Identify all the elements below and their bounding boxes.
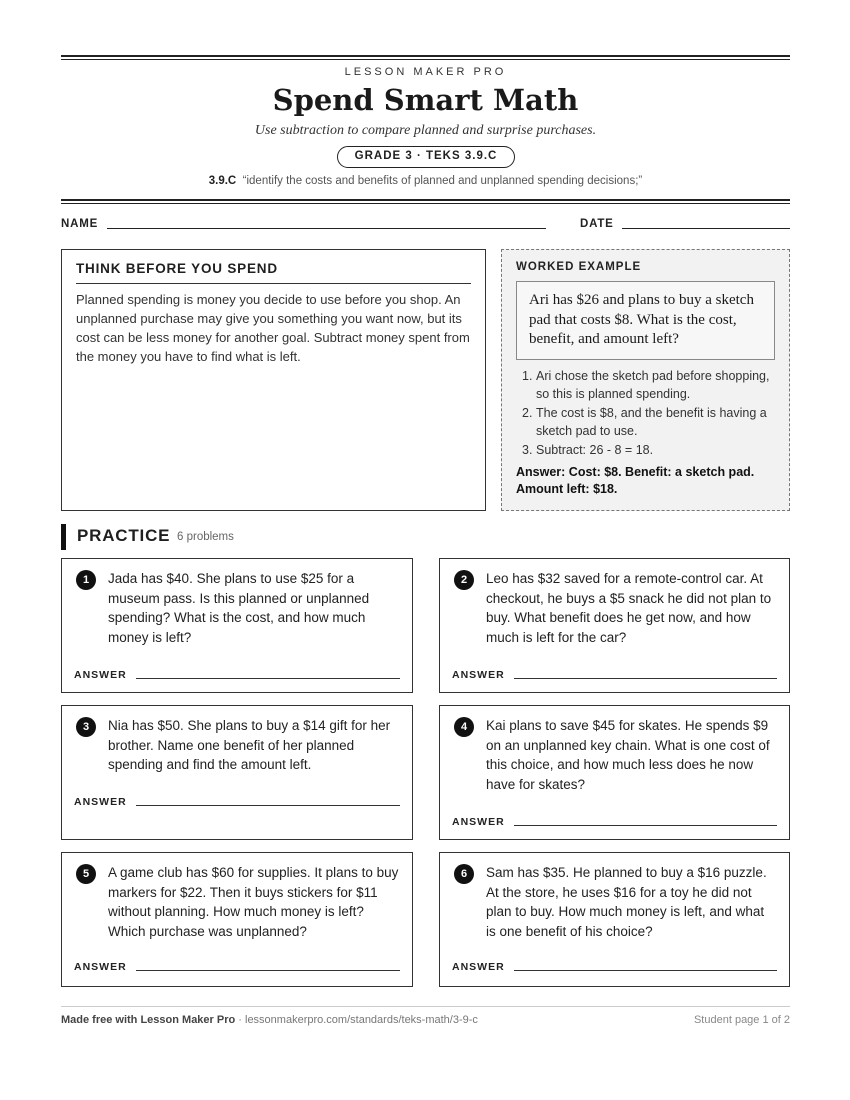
problem-text: Jada has $40. She plans to use $25 for a museum pass. Is this planned or unplanned spending? What is the cost, and how much money is left? (108, 571, 370, 645)
answer-field[interactable] (514, 678, 777, 679)
practice-problem-card (61, 705, 413, 840)
step-text: Ari chose the sketch pad before shopping, so this is planned spending. (536, 368, 770, 401)
problem-text: Leo has $32 saved for a remote-control car. At checkout, he buys a $5 snack he did not plan to buy. What benefit does he get now, and how much is left for the car? (486, 571, 772, 645)
answer-label: ANSWER (74, 796, 127, 808)
problem-text: Sam has $35. He planned to buy a $16 puzzle. At the store, he uses $16 for a toy he did not plan to buy. How much money is left, and what is one benefit of his choice? (486, 865, 767, 939)
name-field[interactable] (107, 228, 546, 229)
think-box-title: THINK BEFORE YOU SPEND (76, 261, 471, 284)
worked-example-box (501, 249, 790, 511)
standard-code: 3.9.C (208, 175, 237, 187)
think-box-body: Planned spending is money you decide to use before you shop. An unplanned purchase may give you something you want now, but its cost can be less money for another goal. Subtract money spent from the money you have to find what is left. (76, 292, 470, 364)
problem-number-badge: 6 (454, 864, 474, 884)
answer-label: ANSWER (452, 961, 505, 973)
answer-label: ANSWER (452, 669, 505, 681)
header-top-rule (61, 55, 790, 60)
problem-text: Kai plans to save $45 for skates. He spends $9 on an unplanned key chain. What is one cost of this choice, and how much less does he now have for skates? (486, 718, 770, 792)
worked-example-title: WORKED EXAMPLE (516, 261, 642, 273)
problem-text: A game club has $60 for supplies. It plans to buy markers for $22. Then it buys stickers for $11 without planning. How much money is left? Which purchase was unplanned? (108, 865, 399, 939)
name-label: NAME (61, 218, 99, 230)
problem-number-badge: 5 (76, 864, 96, 884)
answer-field[interactable] (136, 805, 400, 806)
footer-made-with: Made free with Lesson Maker Pro (61, 1014, 236, 1026)
worked-example-step (516, 441, 775, 460)
worked-example-answer: Answer: Cost: $8. Benefit: a sketch pad. Amount left: $18. (516, 465, 755, 496)
practice-heading: PRACTICE (77, 526, 171, 545)
practice-problem-card (61, 558, 413, 693)
page-title: Spend Smart Math (272, 83, 579, 117)
footer-page-number: Student page 1 of 2 (693, 1014, 790, 1026)
worked-example-step (516, 404, 775, 441)
worked-example-question: Ari has $26 and plans to buy a sketch pad that costs $8. What is the cost, benefit, and amount left? (516, 281, 775, 360)
problem-number-badge: 3 (76, 717, 96, 737)
practice-problem-card (439, 705, 790, 840)
answer-field[interactable] (136, 970, 400, 971)
grade-badge: GRADE 3 · TEKS 3.9.C (337, 146, 515, 168)
date-label: DATE (580, 218, 614, 230)
answer-field[interactable] (514, 970, 777, 971)
problem-number-badge: 2 (454, 570, 474, 590)
practice-problem-card (61, 852, 413, 987)
practice-problem-card (439, 558, 790, 693)
worksheet-page (61, 0, 790, 1100)
answer-label: ANSWER (74, 961, 127, 973)
worked-example-step (516, 367, 775, 404)
standard-text: “identify the costs and benefits of planned and unplanned spending decisions;” (242, 175, 643, 187)
answer-label: ANSWER (452, 816, 505, 828)
practice-count: 6 problems (177, 531, 234, 543)
practice-problem-card (439, 852, 790, 987)
footer-credit (61, 1014, 478, 1026)
header-bottom-rule (61, 199, 790, 204)
problem-number-badge: 4 (454, 717, 474, 737)
step-number: 3. (522, 442, 533, 457)
date-field[interactable] (622, 228, 790, 229)
step-number: 1. (522, 368, 533, 383)
problem-text: Nia has $50. She plans to buy a $14 gift for her brother. Name one benefit of her planned spending and find the amount left. (108, 718, 391, 772)
footer-rule (61, 1006, 790, 1007)
brand-name: LESSON MAKER PRO (344, 66, 507, 78)
page-subtitle: Use subtraction to compare planned and surprise purchases. (254, 123, 597, 138)
standard-line (61, 175, 790, 187)
practice-accent-bar (61, 524, 66, 550)
think-before-you-spend-box (61, 249, 486, 511)
footer-url: · lessonmakerpro.com/standards/teks-math/3-9-c (235, 1014, 478, 1026)
answer-field[interactable] (514, 825, 777, 826)
step-number: 2. (522, 405, 533, 420)
step-text: Subtract: 26 - 8 = 18. (536, 442, 654, 457)
step-text: The cost is $8, and the benefit is having a sketch pad to use. (536, 405, 767, 438)
answer-label: ANSWER (74, 669, 127, 681)
worked-example-steps (516, 367, 775, 460)
problem-number-badge: 1 (76, 570, 96, 590)
answer-field[interactable] (136, 678, 400, 679)
